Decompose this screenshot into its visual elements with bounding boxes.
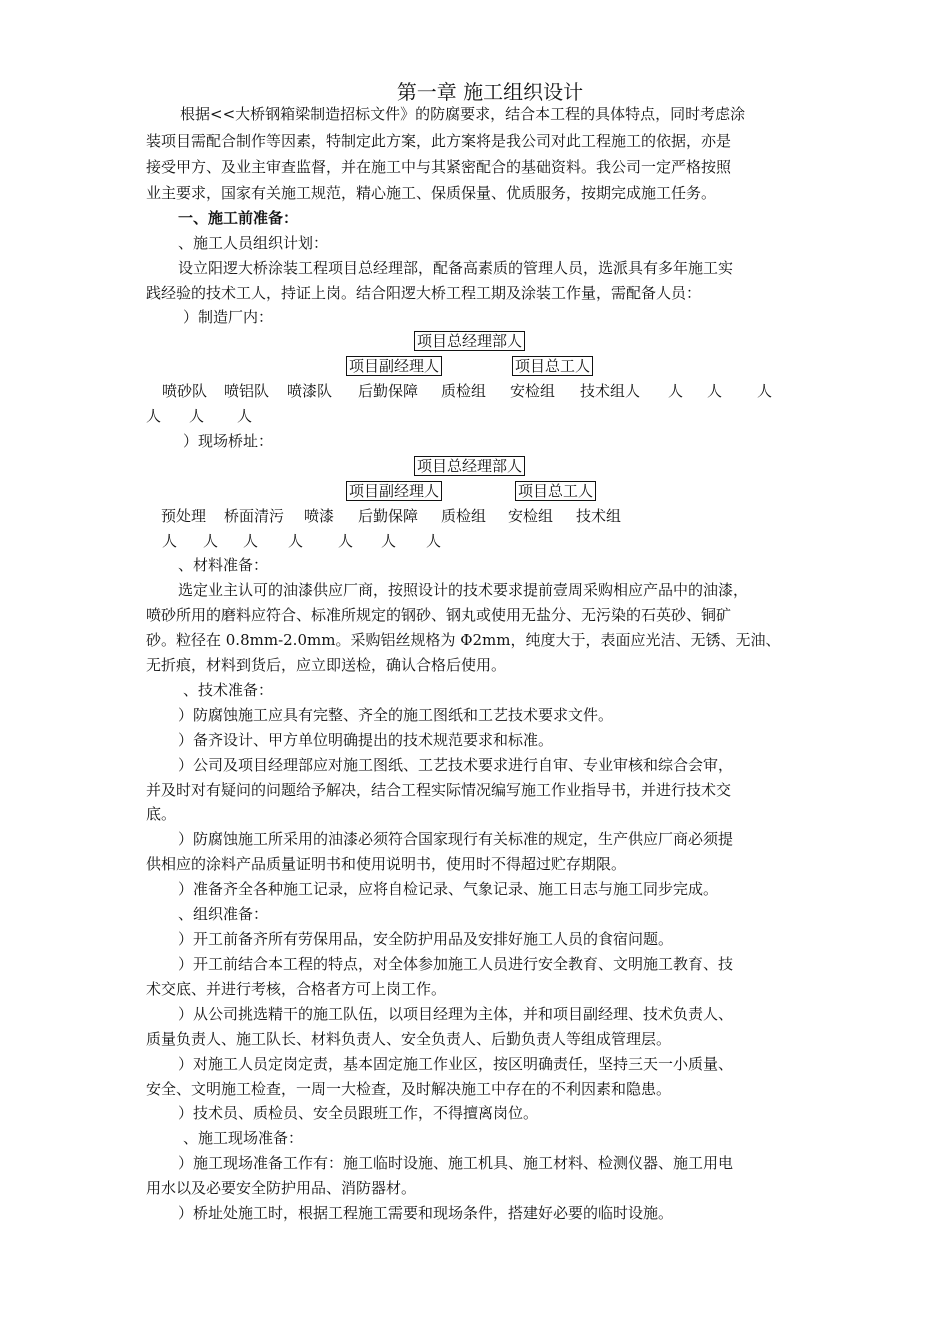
team-count: 人 xyxy=(381,532,397,550)
site-label: ）现场桥址： xyxy=(183,432,274,450)
org-box-chief-engineer: 项目总工人 xyxy=(515,481,596,501)
paragraph-line: 设立阳逻大桥涂装工程项目总经理部，配备高素质的管理人员，选派具有多年施工实 xyxy=(178,259,734,277)
team-count: 人 xyxy=(146,407,162,425)
subsection-heading: 、施工现场准备： xyxy=(183,1129,304,1147)
list-item: 供相应的涂料产品质量证明书和使用说明书，使用时不得超过贮存期限。 xyxy=(146,855,627,873)
list-item: 并及时对有疑问的问题给予解决，结合工程实际情况编写施工作业指导书，并进行技术交 xyxy=(146,781,732,799)
team-label: 技术组 xyxy=(576,507,622,525)
team-label: 桥面清污 xyxy=(224,507,285,525)
list-item: ）公司及项目经理部应对施工图纸、工艺技术要求进行自审、专业审核和综合会审， xyxy=(178,756,734,774)
list-item: 术交底、并进行考核，合格者方可上岗工作。 xyxy=(146,980,447,998)
list-item: 安全、文明施工检查，一周一大检查，及时解决施工中存在的不利因素和隐患。 xyxy=(146,1080,672,1098)
team-count: 人 xyxy=(757,382,773,400)
list-item: ）备齐设计、甲方单位明确提出的技术规范要求和标准。 xyxy=(178,731,554,749)
section-heading: 一、施工前准备： xyxy=(178,209,299,227)
team-label: 安检组 xyxy=(508,507,554,525)
team-label: 喷漆队 xyxy=(287,382,333,400)
list-item: ）开工前备齐所有劳保用品，安全防护用品及安排好施工人员的食宿问题。 xyxy=(178,930,674,948)
intro-line: 接受甲方、及业主审查监督，并在施工中与其紧密配合的基础资料。我公司一定严格按照 xyxy=(146,158,732,176)
org-box-chief-engineer: 项目总工人 xyxy=(512,356,593,376)
intro-line: 业主要求，国家有关施工规范，精心施工、保质保量、优质服务，按期完成施工任务。 xyxy=(146,184,717,202)
team-label: 喷漆 xyxy=(304,507,335,525)
list-item: ）防腐蚀施工应具有完整、齐全的施工图纸和工艺技术要求文件。 xyxy=(178,706,614,724)
list-item: 底。 xyxy=(146,805,177,823)
team-count: 人 xyxy=(707,382,723,400)
list-item: ）对施工人员定岗定责，基本固定施工作业区，按区明确责任，坚持三天一小质量、 xyxy=(178,1055,734,1073)
list-item: ）桥址处施工时，根据工程施工需要和现场条件，搭建好必要的临时设施。 xyxy=(178,1204,674,1222)
list-item: 用水以及必要安全防护用品、消防器材。 xyxy=(146,1179,417,1197)
team-label: 预处理 xyxy=(161,507,207,525)
factory-label: ）制造厂内： xyxy=(183,308,274,326)
subsection-heading: 、组织准备： xyxy=(178,905,269,923)
paragraph-line: 无折痕，材料到货后，应立即送检，确认合格后使用。 xyxy=(146,656,507,674)
chapter-title: 第一章 施工组织设计 xyxy=(396,80,584,104)
list-item: ）施工现场准备工作有：施工临时设施、施工机具、施工材料、检测仪器、施工用电 xyxy=(178,1154,734,1172)
list-item: 质量负责人、施工队长、材料负责人、安全负责人、后勤负责人等组成管理层。 xyxy=(146,1030,672,1048)
org-box-general-manager: 项目总经理部人 xyxy=(414,331,525,351)
org-box-deputy-manager: 项目副经理人 xyxy=(346,481,442,501)
team-label: 喷砂队 xyxy=(162,382,208,400)
list-item: ）技术员、质检员、安全员跟班工作，不得擅离岗位。 xyxy=(178,1104,539,1122)
list-item: ）准备齐全各种施工记录，应将自检记录、气象记录、施工日志与施工同步完成。 xyxy=(178,880,719,898)
team-label: 技术组人 xyxy=(580,382,641,400)
team-count: 人 xyxy=(189,407,205,425)
intro-line: 根据<<大桥钢箱梁制造招标文件》的防腐要求，结合本工程的具体特点，同时考虑涂 xyxy=(180,105,746,123)
team-count: 人 xyxy=(203,532,219,550)
subsection-heading: 、技术准备： xyxy=(183,681,274,699)
team-label: 后勤保障 xyxy=(358,507,419,525)
org-box-deputy-manager: 项目副经理人 xyxy=(346,356,442,376)
team-label: 质检组 xyxy=(441,382,487,400)
subsection-heading: 、材料准备： xyxy=(178,556,269,574)
list-item: ）开工前结合本工程的特点，对全体参加施工人员进行安全教育、文明施工教育、技 xyxy=(178,955,734,973)
team-count: 人 xyxy=(162,532,178,550)
team-count: 人 xyxy=(288,532,304,550)
intro-line: 装项目需配合制作等因素，特制定此方案，此方案将是我公司对此工程施工的依据，亦是 xyxy=(146,132,732,150)
team-label: 安检组 xyxy=(510,382,556,400)
subsection-heading: 、施工人员组织计划： xyxy=(178,234,329,252)
team-count: 人 xyxy=(426,532,442,550)
org-box-general-manager: 项目总经理部人 xyxy=(414,456,525,476)
team-label: 后勤保障 xyxy=(358,382,419,400)
team-label: 质检组 xyxy=(441,507,487,525)
paragraph-line: 喷砂所用的磨料应符合、标准所规定的钢砂、钢丸或使用无盐分、无污染的石英砂、铜矿 xyxy=(146,606,732,624)
paragraph-line: 砂。粒径在 0.8mm-2.0mm。采购铝丝规格为 Φ2mm，纯度大于，表面应光洁、无锈、无油、 xyxy=(146,631,781,649)
paragraph-line: 践经验的技术工人，持证上岗。结合阳逻大桥工程工期及涂装工作量，需配备人员： xyxy=(146,284,702,302)
team-count: 人 xyxy=(668,382,684,400)
team-count: 人 xyxy=(338,532,354,550)
team-label: 喷铝队 xyxy=(224,382,270,400)
team-count: 人 xyxy=(243,532,259,550)
list-item: ）防腐蚀施工所采用的油漆必须符合国家现行有关标准的规定，生产供应厂商必须提 xyxy=(178,830,734,848)
list-item: ）从公司挑选精干的施工队伍，以项目经理为主体，并和项目副经理、技术负责人、 xyxy=(178,1005,734,1023)
team-count: 人 xyxy=(237,407,253,425)
paragraph-line: 选定业主认可的油漆供应厂商，按照设计的技术要求提前壹周采购相应产品中的油漆， xyxy=(178,581,749,599)
